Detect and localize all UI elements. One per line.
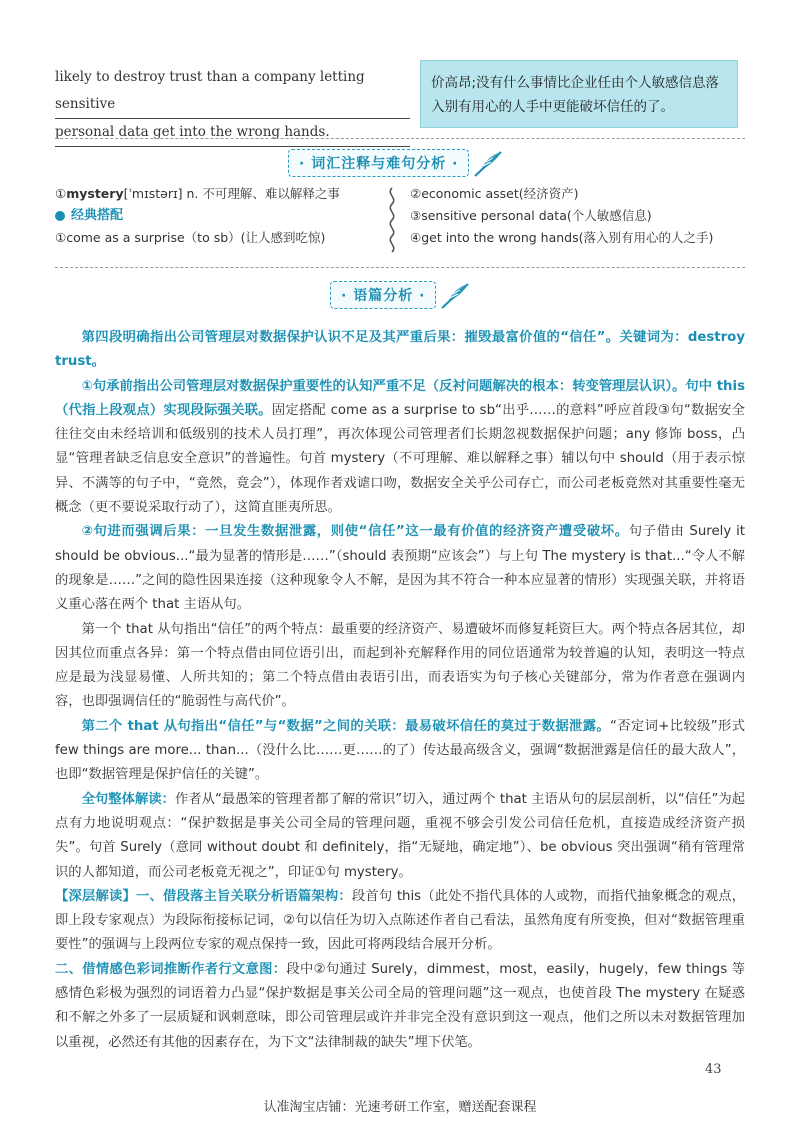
vocab-item-1: ①mystery[ˈmɪstərɪ] n. 不可理解、难以解释之事 [55, 186, 340, 201]
english-sentence [55, 64, 410, 147]
analysis-paragraph-7: 【深层解读】一、借段落主旨关联分析语篇架构：段首句 this（此处不指代具体的人或物，而指代抽象概念的观点，即上段专家观点）为段际衔接标记词，②句以信任为切入点陈述作者自己看法，虽然角度有所变换，但对“数据管理重要性”的强调与上段两位专家的观点保持一致，因此可将两段结合展开分析。 [55, 888, 746, 953]
vocab-word: mystery [66, 186, 124, 201]
divider [55, 267, 745, 268]
vocab-item-2: ②economic asset(经济资产) [410, 186, 579, 201]
binding-spiral-icon [385, 186, 399, 254]
analysis-paragraph-3: ②句进而强调后果：一旦发生数据泄露，则使“信任”这一最有价值的经济资产遭受破坏。句子借由 Surely it should be obvious...“最为显著的情形是……”（should 表预期“应该会”）与上句 The mystery is that...“令人不解的现象是……”之间的隐性因果连接（这种现象令人不解，是因为其不符合一种本应显著的情形）实现强关联，并将语义重心落在两个 that 主语从句。 [55, 524, 745, 613]
page-number: 43 [705, 1062, 722, 1077]
quill-icon [471, 148, 507, 178]
analysis-paragraph-8: 二、借情感色彩词推断作者行文意图：段中②句通过 Surely，dimmest，most，easily，hugely，few things 等感情色彩极为强烈的词语着力凸显“保护数据是事关公司全局的管理问题”这一观点，也使首段 The mystery 在疑惑和不解之外多了一层质疑和讽刺意味，即公司管理层或许并非完全没有意识到这一观点，他们之所以未对数据管理加以重视，必然还有其他的因素存在，为下文“法律制裁的缺失”埋下伏笔。 [55, 961, 745, 1050]
analysis-text [55, 326, 745, 1055]
collocation-item-1: ①come as a surprise（to sb）(让人感到吃惊) [55, 230, 326, 245]
analysis-banner [330, 280, 474, 310]
analysis-paragraph-6: 全句整体解读：作者从“最愚笨的管理者都了解的常识”切入，通过两个 that 主语从句的层层剖析，以“信任”为起点有力地说明观点：“保护数据是事关公司全局的管理问题，重视不够会引发公司信任危机，直接造成经济资产损失”。句首 Surely（意同 without doubt 和 definitely，指“无疑地，确定地”）、be obvious 突出强调“稍有管理常识的人都知道，而公司老板竟无视之”，印证①句 mystery。 [55, 791, 746, 880]
vocab-banner-title: · 词汇注释与难句分析 · [288, 149, 469, 177]
chinese-translation: 价高昂;没有什么事情比企业任由个人敏感信息落入别有用心的人手中更能破坏信任的了。 [420, 60, 738, 128]
vocab-left-column [55, 183, 375, 249]
analysis-paragraph-2: ①句承前指出公司管理层对数据保护重要性的认知严重不足（反衬问题解决的根本：转变管理层认识）。句中 this（代指上段观点）实现段际强关联。固定搭配 come as a surprise to sb“出乎……的意料”呼应首段③句“数据安全往往交由未经培训和低级别的技术人员打理”，再次体现公司管理者们长期忽视数据保护问题；any 修饰 boss，凸显“管理者缺乏信息安全意识”的普遍性。句首 mystery（不可理解、难以解释之事）辅以句中 should（用于表示惊异、不满等的句子中，“竟然，竟会”），体现作者戏谑口吻，数据安全关乎公司存亡，而公司老板竟然对其重要性毫无概念（更不要说采取行动了），这简直匪夷所思。 [55, 378, 746, 516]
vocab-item-4: ④get into the wrong hands(落入别有用心的人之手) [410, 230, 714, 245]
english-line-2: personal data get into the wrong hands. [55, 119, 410, 147]
analysis-paragraph-5: 第二个 that 从句指出“信任”与“数据”之间的关联：最易破坏信任的莫过于数据泄露。“否定词+比较级”形式 few things are more... than...（没什么比……更……的了）传达最高级含义，强调“数据泄露是信任的最大敌人”，也即“数据管理是保护信任的关键”。 [55, 718, 746, 783]
vocab-right-column [410, 183, 745, 249]
analysis-paragraph-1: 第四段明确指出公司管理层对数据保护认识不足及其严重后果：摧毁最富价值的“信任”。关键词为：destroy trust。 [55, 330, 745, 370]
footer-text: 认准淘宝店铺：光速考研工作室，赠送配套课程 [263, 1100, 537, 1115]
vocab-phonetic: [ˈmɪstərɪ] [123, 186, 183, 201]
quill-icon [438, 280, 474, 310]
english-line-1: likely to destroy trust than a company letting sensitive [55, 64, 410, 119]
bullet-icon [55, 211, 65, 221]
vocab-definition: n. 不可理解、难以解释之事 [182, 186, 340, 201]
vocab-item-3: ③sensitive personal data(个人敏感信息) [410, 208, 652, 223]
analysis-banner-title: · 语篇分析 · [330, 281, 436, 309]
collocation-heading: 经典搭配 [55, 205, 375, 227]
vocab-banner [288, 148, 507, 178]
divider [55, 138, 745, 139]
analysis-paragraph-4: 第一个 that 从句指出“信任”的两个特点：最重要的经济资产、易遭破坏而修复耗资巨大。两个特点各居其位，却因其位而重点各异：第一个特点借由同位语引出，而起到补充解释作用的同位语通常为较普遍的认知，表明这一特点应是最为浅显易懂、人所共知的；第二个特点借由表语引出，而表语实为句子核心关键部分，常为作者意在强调内容，也即强调信任的“脆弱性与高代价”。 [55, 621, 745, 710]
